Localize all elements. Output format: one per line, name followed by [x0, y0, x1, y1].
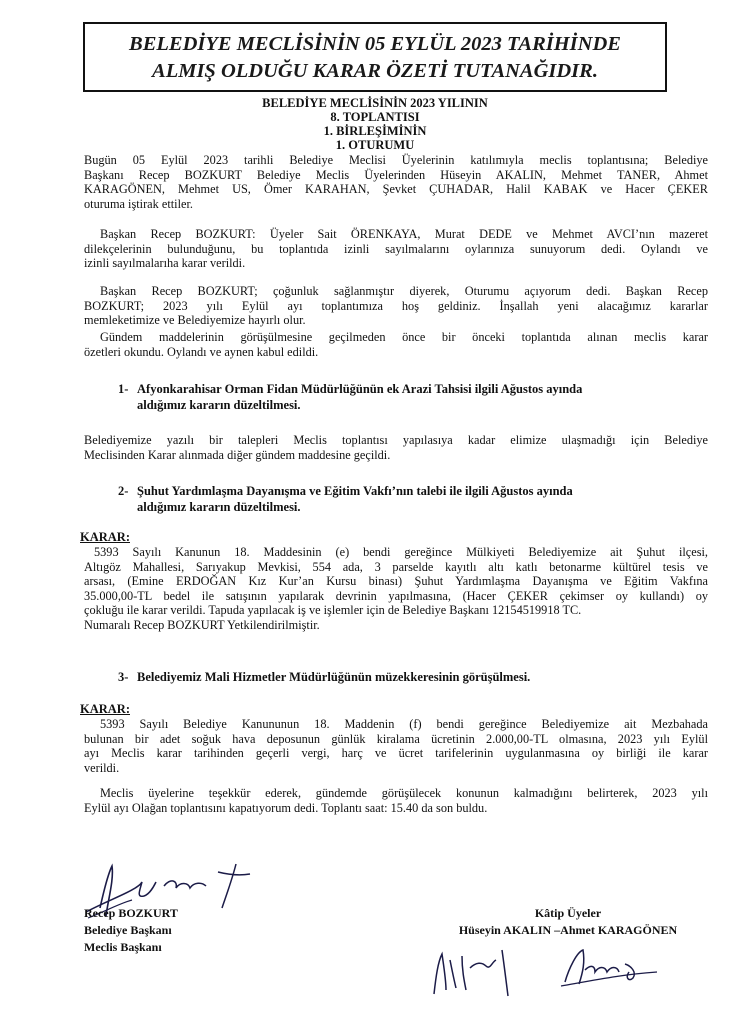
session-line-3: 1. BİRLEŞİMİNİN — [323, 124, 427, 138]
text-line: oturuma iştirak ettiler. — [84, 196, 193, 211]
text-line: BOZKURT; 2023 yılı Eylül ayı toplantımıza hoş geldiniz. İnşallah yeni alacağımız kararlar — [84, 298, 708, 313]
text-line: 5393 Sayılı Kanunun 18. Maddesinin (e) bendi gereğince Mülkiyeti Belediyemize ait Şuhut ilçesi, — [94, 545, 708, 559]
session-line-1: BELEDİYE MECLİSİNİN 2023 YILININ — [262, 96, 488, 110]
intro-paragraph-2 — [84, 227, 708, 271]
text-line: Belediyemize yazılı bir talepleri Meclis toplantısı yapılasıya kadar elimize ulaşmadığı için Belediye — [84, 433, 708, 447]
agenda-title-line: Şuhut Yardımlaşma Dayanışma ve Eğitim Vakfı’nın talebi ile ilgili Ağustos ayında — [137, 484, 573, 498]
text-line: Numaralı Recep BOZKURT Yetkilendirilmiştir. — [84, 617, 320, 632]
agenda-item-2-body — [84, 545, 708, 633]
session-line-4: 1. OTURUMU — [335, 138, 415, 152]
text-line: verildi. — [84, 760, 120, 775]
mayor-name: Recep BOZKURT — [84, 906, 178, 920]
text-line: özetleri okundu. Oylandı ve aynen kabul edildi. — [84, 344, 319, 359]
clerk-signature-block — [418, 905, 718, 939]
text-line: KARAGÖNEN, Mehmet US, Ömer KARAHAN, Şevket ÇUHADAR, Halil KABAK ve Hacer ÇEKER — [84, 182, 708, 197]
agenda-item-number: 1- — [118, 382, 129, 396]
agenda-item-title — [137, 669, 697, 685]
text-line: arsası, (Emine ERDOĞAN Kız Kur’an Kursu binası) Şuhut Yardımlaşma Dayanışma ve Eğitim Vakfına — [84, 574, 708, 589]
text-line: 35.000,00-TL bedel ile satışının yapılarak devrinin yapılmasına, (Hacer ÇEKER çekimser oy kullandı) oy — [84, 588, 708, 603]
mayor-role-2: Meclis Başkanı — [84, 940, 162, 954]
agenda-item-2-title — [118, 483, 718, 517]
text-line: Başkan Recep BOZKURT; çoğunluk sağlanmıştır diyerek, Oturumu açıyorum dedi. Başkan Recep — [100, 284, 708, 298]
agenda-item-title — [137, 381, 697, 413]
karar-label: KARAR: — [80, 530, 130, 544]
text-line: Meclisinden Karar alınmada diğer gündem maddesine geçildi. — [84, 447, 391, 462]
text-line: Meclis üyelerine teşekkür ederek, gündemde görüşülecek konunun kalmadığını belirterek, 2023 yılı — [100, 786, 708, 800]
document-title-box — [83, 22, 667, 92]
mayor-signature-block — [84, 905, 178, 956]
text-line: Başkan Recep BOZKURT: Üyeler Sait ÖRENKAYA, Murat DEDE ve Mehmet AVCI’nın mazeret — [100, 227, 708, 241]
agenda-item-1-body — [84, 433, 708, 462]
title-line-1: BELEDİYE MECLİSİNİN 05 EYLÜL 2023 TARİHİNDE — [129, 33, 621, 55]
text-line: Eylül ayı Olağan toplantısını kapatıyorum dedi. Toplantı saat: 15.40 da son buldu. — [84, 800, 488, 815]
text-line: izinli sayılmalarıha karar verildi. — [84, 256, 246, 271]
agenda-title-line: Afyonkarahisar Orman Fidan Müdürlüğünün ek Arazi Tahsisi ilgili Ağustos ayında — [137, 382, 583, 396]
agenda-title-line: aldığımız kararın düzeltilmesi. — [137, 398, 301, 412]
text-line: 5393 Sayılı Belediye Kanununun 18. Maddenin (f) bendi gereğince Belediyemize ait Mezbahada — [100, 717, 708, 731]
intro-paragraph-3 — [84, 284, 708, 328]
agenda-item-3-body — [84, 717, 708, 775]
agenda-item-title — [137, 483, 697, 515]
agenda-item-number: 3- — [118, 670, 129, 684]
agenda-item-3-title — [118, 669, 718, 687]
karar-label: KARAR: — [80, 702, 130, 716]
text-line: memleketimize ve Belediyemize hayırlı olur. — [84, 313, 306, 328]
closing-paragraph — [84, 786, 708, 815]
agenda-title-line: Belediyemiz Mali Hizmetler Müdürlüğünün müzekkeresinin görüşülmesi. — [137, 670, 531, 684]
text-line: bulunan bir adet soğuk hava deposunun günlük kiralama ücretinin 2.000,00-TL olmasına, 2023 yılı Eylül — [84, 731, 708, 746]
title-line-2: ALMIŞ OLDUĞU KARAR ÖZETİ TUTANAĞIDIR. — [152, 60, 598, 82]
clerk-title: Kâtip Üyeler — [534, 906, 602, 920]
text-line: Altıgöz Mahallesi, Sarıyakup Mevkisi, 554 ada, 3 parselde kayıtlı altı katlı betonarme kültürel tesis ve — [84, 559, 708, 574]
text-line: Gündem maddelerinin görüşülmesine geçilmeden önce bir önceki toplantıda alınan meclis karar — [100, 330, 708, 344]
text-line: ayı Meclis karar tarihinden geçerli vergi, harç ve ücret tarifelerinin uygulanmasına oy birliği ile karar — [84, 746, 708, 761]
agenda-item-1-title — [118, 381, 718, 415]
clerk-signature-1 — [420, 940, 530, 1000]
clerk-signature-2 — [555, 942, 665, 992]
intro-paragraph-1 — [84, 153, 708, 211]
text-line: Bugün 05 Eylül 2023 tarihli Belediye Meclisi Üyelerinin katılımıyla meclis toplantısına; Belediye — [84, 153, 708, 167]
intro-paragraph-4 — [84, 330, 708, 359]
clerk-names: Hüseyin AKALIN –Ahmet KARAGÖNEN — [458, 923, 678, 937]
text-line: çokluğu ile karar verildi. Tapuda yapılacak iş ve işlemler için de Belediye Başkanı 12154519918 TC. — [84, 603, 582, 618]
mayor-role-1: Belediye Başkanı — [84, 923, 172, 937]
text-line: dilekçelerinin bulunduğunu, bu toplantıda izinli sayılmalarını oylarınıza sunuyorum dedi. Oylandı ve — [84, 241, 708, 256]
session-line-2: 8. TOPLANTISI — [330, 110, 420, 124]
agenda-item-number: 2- — [118, 484, 129, 498]
agenda-title-line: aldığımız kararın düzeltilmesi. — [137, 500, 301, 514]
text-line: Başkanı Recep BOZKURT Belediye Meclis Üyelerinden Hüseyin AKALIN, Mehmet TANER, Ahmet — [84, 167, 708, 182]
